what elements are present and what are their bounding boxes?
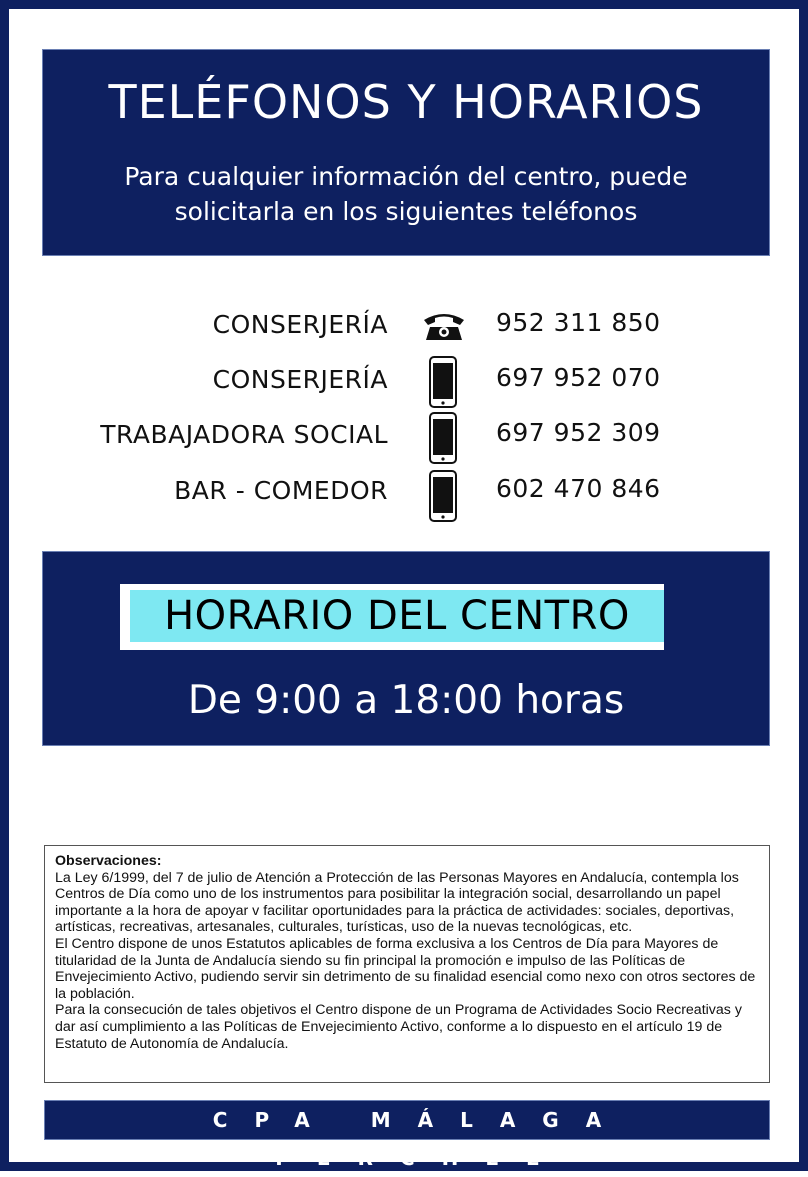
schedule-title: HORARIO DEL CENTRO xyxy=(130,590,664,642)
contact-number[interactable]: 952 311 850 xyxy=(496,308,661,337)
contact-number[interactable]: 602 470 846 xyxy=(496,474,661,503)
mobile-phone-icon xyxy=(428,470,458,526)
contact-number[interactable]: 697 952 070 xyxy=(496,363,661,392)
contact-label: CONSERJERÍA xyxy=(212,310,388,339)
header-title: TELÉFONOS Y HORARIOS xyxy=(108,75,704,129)
schedule-hours: De 9:00 a 18:00 horas xyxy=(187,678,625,723)
contact-label: TRABAJADORA SOCIAL xyxy=(100,420,388,449)
landline-phone-icon xyxy=(422,310,466,346)
observations-paragraph: El Centro dispone de unos Estatutos aplicables de forma exclusiva a los Centros de Día para Mayores de titularidad de la Junta de Andalucía siendo su fin principal la promoción e impulso de las Políticas de Envejecimiento Activo, pudiendo servir sin detrimento de su finalidad esencial como nexo con otros sectores de la población. xyxy=(55,935,756,1002)
mobile-phone-icon xyxy=(428,356,458,412)
footer-banner: CPA MÁLAGA PERCHEL xyxy=(44,1100,770,1140)
contact-number[interactable]: 697 952 309 xyxy=(496,418,661,447)
mobile-phone-icon xyxy=(428,412,458,468)
contact-label: CONSERJERÍA xyxy=(212,365,388,394)
observations-title: Observaciones: xyxy=(55,853,162,869)
header-subtitle-line1: Para cualquier información del centro, puede xyxy=(124,162,688,191)
observations-paragraph: La Ley 6/1999, del 7 de julio de Atención a Protección de las Personas Mayores en Andalucía, contempla los Centros de Día como uno de los instrumentos para posibilitar la integración social, desarrollando un papel importante a la hora de apoyar v facilitar oportunidades para la práctica de actividades: sociales, deportivas, artísticas, recreativas, artesanales, culturales, turísticas, uso de la nuevas tecnológicas, etc. xyxy=(55,869,739,936)
observations-box xyxy=(44,845,770,1083)
observations-paragraph: Para la consecución de tales objetivos el Centro dispone de un Programa de Actividades Socio Recreativas y dar así cumplimiento a las Políticas de Envejecimiento Activo, conforme a lo dispuesto en el artículo 19 de Estatuto de Autonomía de Andalucía. xyxy=(55,1002,742,1052)
contact-label: BAR - COMEDOR xyxy=(174,476,388,505)
header-subtitle-line2: solicitarla en los siguientes teléfonos xyxy=(174,197,638,226)
